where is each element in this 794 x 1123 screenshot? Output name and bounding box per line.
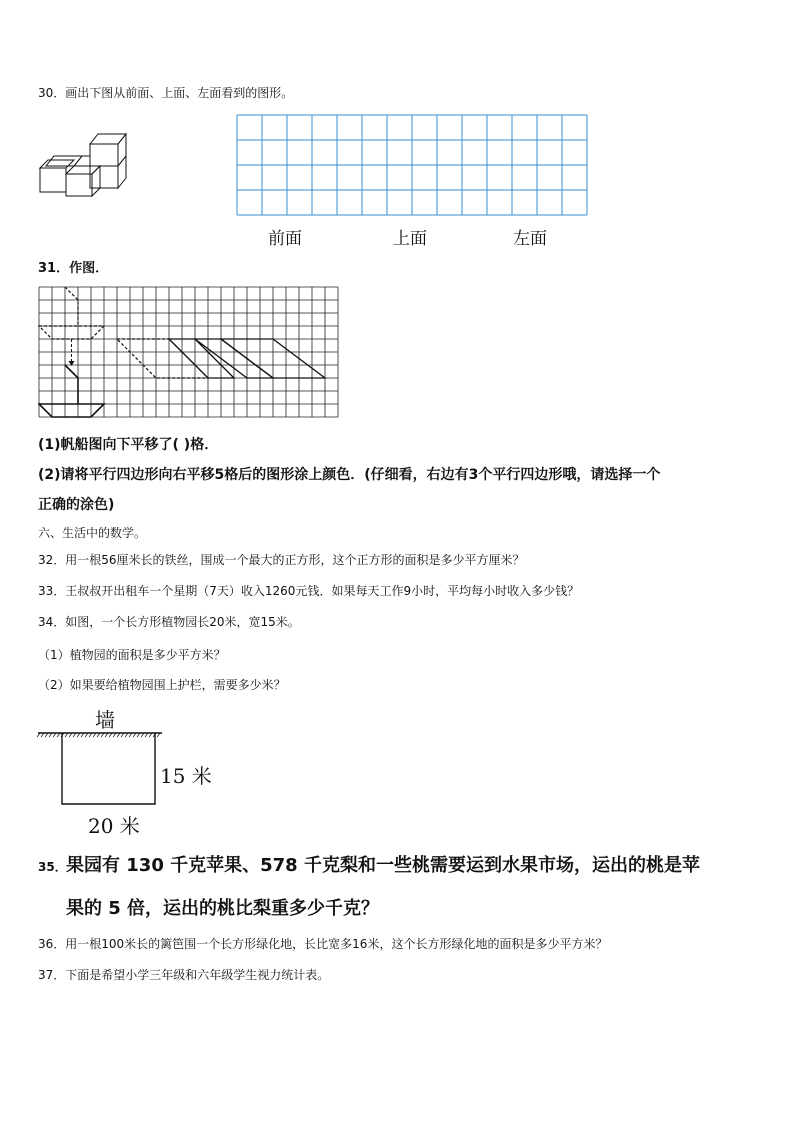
q34-sub2: （2）如果要给植物园围上护栏，需要多少米？ <box>38 678 286 692</box>
parallelogram-dashed <box>117 339 208 378</box>
q34-sub1: （1）植物园的面积是多少平方米？ <box>38 648 226 662</box>
q31-sub2-line2: 正确的涂色) <box>38 497 115 513</box>
q35-line2: 果的 5 倍，运出的桃比梨重多少千克？ <box>66 898 380 919</box>
q35-line1: 果园有 130 千克苹果、578 千克梨和一些桃需要运到水果市场，运出的桃是苹 <box>66 855 700 876</box>
q30-text: 30．画出下图从前面、上面、左面看到的图形。 <box>38 86 294 100</box>
section-6-title: 六、生活中的数学。 <box>38 526 147 540</box>
front-view-label: 前面 <box>268 229 302 249</box>
sailboat-sail <box>65 365 78 404</box>
q31-sub1: (1)帆船图向下平移了( )格． <box>38 437 219 453</box>
left-view-label: 左面 <box>513 229 547 249</box>
drawing-grid[interactable] <box>38 286 340 422</box>
q32-text: 32．用一根56厘米长的铁丝，围成一个最大的正方形，这个正方形的面积是多少平方厘米？ <box>38 553 525 567</box>
answer-grid[interactable] <box>236 114 590 217</box>
q35-number: 35． <box>38 860 67 874</box>
q37-text: 37．下面是希望小学三年级和六年级学生视力统计表。 <box>38 968 330 982</box>
q33-text: 33．王叔叔开出租车一个星期（7天）收入1260元钱．如果每天工作9小时，平均每小时收入多少钱？ <box>38 584 580 598</box>
wall-label: 墙 <box>95 708 115 732</box>
parallelogram-option-1 <box>169 339 234 378</box>
sailboat-sail-dashed <box>65 287 78 326</box>
q34-text: 34．如图，一个长方形植物园长20米，宽15米。 <box>38 615 300 629</box>
sailboat-hull-dashed <box>39 326 104 339</box>
garden-figure <box>36 728 166 808</box>
q31-title: 31．作图． <box>38 261 109 276</box>
length-label: 20 米 <box>88 814 140 838</box>
q31-sub2-line1: (2)请将平行四边形向右平移5格后的图形涂上颜色．(仔细看，右边有3个平行四边形哦，请选择一个 <box>38 467 661 483</box>
top-view-label: 上面 <box>393 229 427 249</box>
cube-figure <box>36 128 132 200</box>
q36-text: 36．用一根100米长的篱笆围一个长方形绿化地，长比宽多16米，这个长方形绿化地的面积是多少平方米？ <box>38 937 608 951</box>
sailboat-hull <box>39 404 104 417</box>
width-label: 15 米 <box>160 764 212 788</box>
